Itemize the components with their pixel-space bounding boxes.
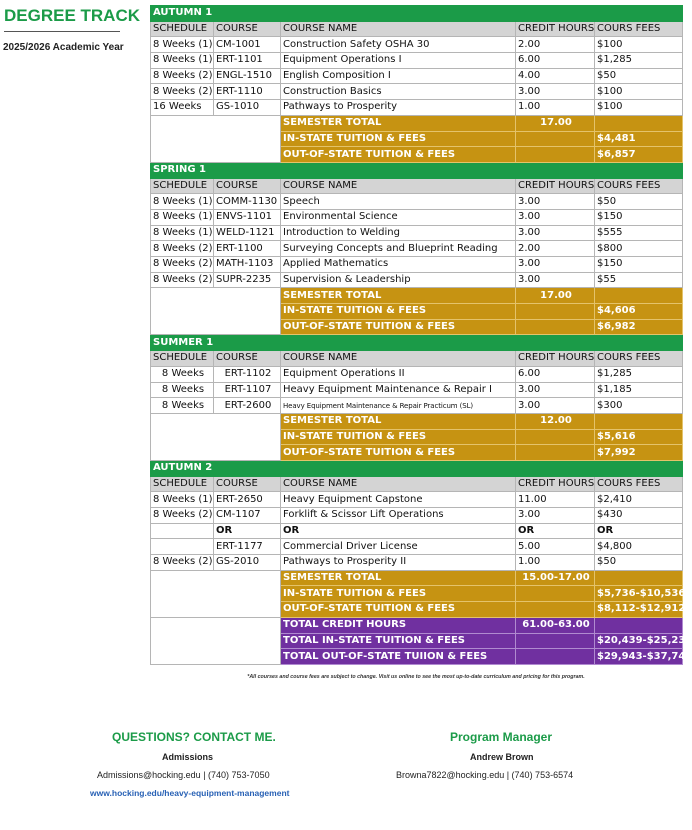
course-name: Forklift & Scissor Lift Operations xyxy=(281,508,516,524)
out-of-state-label: OUT-OF-STATE TUITION & FEES xyxy=(281,319,516,335)
course-name: Commercial Driver License xyxy=(281,539,516,555)
course-name: OR xyxy=(281,523,516,539)
course-code: CM-1107 xyxy=(214,508,281,524)
course-row xyxy=(151,539,683,555)
out-of-state-label: OUT-OF-STATE TUITION & FEES xyxy=(281,602,516,618)
in-state-label: IN-STATE TUITION & FEES xyxy=(281,131,516,147)
course-schedule: 8 Weeks (1) xyxy=(151,209,214,225)
course-schedule: 8 Weeks (1) xyxy=(151,194,214,210)
course-code: GS-1010 xyxy=(214,100,281,116)
course-row xyxy=(151,194,683,210)
course-name-column-header: COURSE NAME xyxy=(281,476,516,492)
course-row xyxy=(151,257,683,273)
in-state-value: $4,481 xyxy=(595,131,683,147)
manager-contact-line: Browna7822@hocking.edu | (740) 753-6574 xyxy=(396,770,574,780)
summary-spacer xyxy=(151,413,281,460)
schedule-column-header: SCHEDULE xyxy=(151,178,214,194)
course-fees: $100 xyxy=(595,84,683,100)
course-fees: $1,285 xyxy=(595,366,683,382)
course-credit-hours: 11.00 xyxy=(516,492,595,508)
course-row xyxy=(151,492,683,508)
out-of-state-value: $7,992 xyxy=(595,445,683,461)
term-title: AUTUMN 1 xyxy=(151,6,683,22)
semester-total-label: SEMESTER TOTAL xyxy=(281,288,516,304)
disclaimer-note: *All courses and course fees are subject to change. Visit us online to see the most up-to-date curriculum and pricing for this program. xyxy=(247,674,585,680)
total-credit-hours-label: TOTAL CREDIT HOURS xyxy=(281,617,516,633)
course-code: ENVS-1101 xyxy=(214,209,281,225)
column-header-row xyxy=(151,21,683,37)
course-credit-hours: 3.00 xyxy=(516,272,595,288)
course-schedule: 8 Weeks (2) xyxy=(151,84,214,100)
course-credit-hours: 3.00 xyxy=(516,508,595,524)
course-row xyxy=(151,382,683,398)
course-fees: $100 xyxy=(595,100,683,116)
course-credit-hours: 2.00 xyxy=(516,37,595,53)
course-name-column-header: COURSE NAME xyxy=(281,178,516,194)
summary-spacer xyxy=(151,570,281,617)
course-name: Construction Safety OSHA 30 xyxy=(281,37,516,53)
out-of-state-value: $8,112-$12,912 xyxy=(595,602,683,618)
course-schedule: 8 Weeks (2) xyxy=(151,68,214,84)
course-code: ERT-1177 xyxy=(214,539,281,555)
course-name: Heavy Equipment Maintenance & Repair Practicum (SL) xyxy=(281,398,516,414)
course-fees: OR xyxy=(595,523,683,539)
course-column-header: COURSE xyxy=(214,476,281,492)
contact-department: Admissions xyxy=(162,752,214,762)
semester-total-credits: 12.00 xyxy=(516,413,595,429)
course-code: ERT-1107 xyxy=(214,382,281,398)
course-row xyxy=(151,241,683,257)
course-code: GS-2010 xyxy=(214,555,281,571)
course-fees: $2,410 xyxy=(595,492,683,508)
course-name: Pathways to Prosperity II xyxy=(281,555,516,571)
course-name: Construction Basics xyxy=(281,84,516,100)
course-credit-hours: 6.00 xyxy=(516,53,595,69)
course-credit-hours: 3.00 xyxy=(516,209,595,225)
course-code: COMM-1130 xyxy=(214,194,281,210)
term-header-row xyxy=(151,335,683,351)
course-credit-hours: 3.00 xyxy=(516,398,595,414)
course-row xyxy=(151,37,683,53)
credit-hours-column-header: CREDIT HOURS xyxy=(516,178,595,194)
course-fees: $1,285 xyxy=(595,53,683,69)
in-state-spacer xyxy=(516,429,595,445)
course-schedule: 8 Weeks (2) xyxy=(151,272,214,288)
semester-total-credits: 15.00-17.00 xyxy=(516,570,595,586)
out-of-state-value: $6,982 xyxy=(595,319,683,335)
semester-total-credits: 17.00 xyxy=(516,288,595,304)
course-row xyxy=(151,68,683,84)
course-code: ERT-2650 xyxy=(214,492,281,508)
grand-total-spacer xyxy=(151,617,281,664)
semester-total-row xyxy=(151,413,683,429)
semester-total-label: SEMESTER TOTAL xyxy=(281,413,516,429)
in-state-value: $5,736-$10,536 xyxy=(595,586,683,602)
course-schedule: 8 Weeks (1) xyxy=(151,225,214,241)
course-fees: $150 xyxy=(595,209,683,225)
in-state-spacer xyxy=(516,586,595,602)
course-name: Equipment Operations II xyxy=(281,366,516,382)
course-fees: $300 xyxy=(595,398,683,414)
summary-spacer xyxy=(151,115,281,162)
in-state-spacer xyxy=(516,131,595,147)
credit-hours-column-header: CREDIT HOURS xyxy=(516,21,595,37)
course-code: MATH-1103 xyxy=(214,257,281,273)
course-row xyxy=(151,225,683,241)
course-row xyxy=(151,523,683,539)
course-code: CM-1001 xyxy=(214,37,281,53)
course-fees: $55 xyxy=(595,272,683,288)
course-schedule: 8 Weeks xyxy=(151,398,214,414)
course-row xyxy=(151,100,683,116)
total-out-of-state-label: TOTAL OUT-OF-STATE TUIION & FEES xyxy=(281,649,516,665)
course-name: Pathways to Prosperity xyxy=(281,100,516,116)
course-name: Supervision & Leadership xyxy=(281,272,516,288)
semester-total-label: SEMESTER TOTAL xyxy=(281,570,516,586)
course-schedule: 8 Weeks xyxy=(151,382,214,398)
course-credit-hours: 1.00 xyxy=(516,555,595,571)
in-state-value: $4,606 xyxy=(595,304,683,320)
semester-total-fees xyxy=(595,413,683,429)
course-fees: $50 xyxy=(595,194,683,210)
course-schedule: 8 Weeks (1) xyxy=(151,492,214,508)
course-name: Equipment Operations I xyxy=(281,53,516,69)
total-credit-hours-value: 61.00-63.00 xyxy=(516,617,595,633)
total-out-of-state-value: $29,943-$37,743 xyxy=(595,649,683,665)
contact-admissions-line: Admissions@hocking.edu | (740) 753-7050 xyxy=(97,770,270,780)
course-fees: $4,800 xyxy=(595,539,683,555)
credit-hours-column-header: CREDIT HOURS xyxy=(516,476,595,492)
in-state-label: IN-STATE TUITION & FEES xyxy=(281,429,516,445)
program-website-link[interactable]: www.hocking.edu/heavy-equipment-management xyxy=(90,788,290,798)
course-schedule: 8 Weeks (2) xyxy=(151,257,214,273)
total-out-of-state-spacer xyxy=(516,649,595,665)
course-schedule xyxy=(151,539,214,555)
course-credit-hours: 2.00 xyxy=(516,241,595,257)
total-in-state-label: TOTAL IN-STATE TUITION & FEES xyxy=(281,633,516,649)
course-schedule xyxy=(151,523,214,539)
course-row xyxy=(151,209,683,225)
course-credit-hours: 3.00 xyxy=(516,382,595,398)
course-name: Heavy Equipment Capstone xyxy=(281,492,516,508)
out-of-state-spacer xyxy=(516,445,595,461)
total-in-state-spacer xyxy=(516,633,595,649)
manager-name: Andrew Brown xyxy=(470,752,534,762)
course-column-header: COURSE xyxy=(214,21,281,37)
course-credit-hours: 4.00 xyxy=(516,68,595,84)
credit-hours-column-header: CREDIT HOURS xyxy=(516,351,595,367)
out-of-state-spacer xyxy=(516,602,595,618)
course-row xyxy=(151,84,683,100)
term-title: AUTUMN 2 xyxy=(151,460,683,476)
term-header-row xyxy=(151,6,683,22)
course-credit-hours: 3.00 xyxy=(516,257,595,273)
semester-total-fees xyxy=(595,288,683,304)
total-credit-hours-fees xyxy=(595,617,683,633)
in-state-label: IN-STATE TUITION & FEES xyxy=(281,304,516,320)
semester-total-fees xyxy=(595,115,683,131)
course-schedule: 8 Weeks xyxy=(151,366,214,382)
course-credit-hours: 3.00 xyxy=(516,194,595,210)
course-fees: $50 xyxy=(595,555,683,571)
course-credit-hours: OR xyxy=(516,523,595,539)
semester-total-label: SEMESTER TOTAL xyxy=(281,115,516,131)
course-fees: $555 xyxy=(595,225,683,241)
course-schedule: 8 Weeks (2) xyxy=(151,555,214,571)
course-row xyxy=(151,398,683,414)
degree-track-table xyxy=(150,5,692,665)
course-fees-column-header: COURS FEES xyxy=(595,476,683,492)
course-credit-hours: 6.00 xyxy=(516,366,595,382)
out-of-state-label: OUT-OF-STATE TUITION & FEES xyxy=(281,445,516,461)
course-code: ERT-1101 xyxy=(214,53,281,69)
course-fees: $1,185 xyxy=(595,382,683,398)
course-schedule: 16 Weeks xyxy=(151,100,214,116)
semester-total-row xyxy=(151,288,683,304)
semester-total-fees xyxy=(595,570,683,586)
manager-heading: Program Manager xyxy=(450,730,553,744)
course-name: Applied Mathematics xyxy=(281,257,516,273)
summary-spacer xyxy=(151,288,281,335)
column-header-row xyxy=(151,351,683,367)
course-schedule: 8 Weeks (1) xyxy=(151,37,214,53)
course-fees-column-header: COURS FEES xyxy=(595,351,683,367)
course-fees-column-header: COURS FEES xyxy=(595,178,683,194)
course-code: ERT-1110 xyxy=(214,84,281,100)
course-credit-hours: 5.00 xyxy=(516,539,595,555)
course-credit-hours: 3.00 xyxy=(516,225,595,241)
in-state-spacer xyxy=(516,304,595,320)
course-column-header: COURSE xyxy=(214,351,281,367)
course-row xyxy=(151,272,683,288)
course-row xyxy=(151,53,683,69)
academic-year: 2025/2026 Academic Year xyxy=(3,42,124,53)
course-code: ERT-1102 xyxy=(214,366,281,382)
out-of-state-spacer xyxy=(516,147,595,163)
course-credit-hours: 1.00 xyxy=(516,100,595,116)
course-fees: $50 xyxy=(595,68,683,84)
course-schedule: 8 Weeks (2) xyxy=(151,241,214,257)
course-code: ERT-2600 xyxy=(214,398,281,414)
semester-total-row xyxy=(151,115,683,131)
grand-credit-row xyxy=(151,617,683,633)
course-fees: $430 xyxy=(595,508,683,524)
course-schedule: 8 Weeks (1) xyxy=(151,53,214,69)
schedule-column-header: SCHEDULE xyxy=(151,21,214,37)
page-title: DEGREE TRACK xyxy=(4,6,141,25)
course-row xyxy=(151,508,683,524)
course-code: ERT-1100 xyxy=(214,241,281,257)
course-credit-hours: 3.00 xyxy=(516,84,595,100)
term-header-row xyxy=(151,460,683,476)
column-header-row xyxy=(151,178,683,194)
schedule-column-header: SCHEDULE xyxy=(151,351,214,367)
course-name: Environmental Science xyxy=(281,209,516,225)
course-fees-column-header: COURS FEES xyxy=(595,21,683,37)
term-title: SUMMER 1 xyxy=(151,335,683,351)
term-header-row xyxy=(151,162,683,178)
total-in-state-value: $20,439-$25,239 xyxy=(595,633,683,649)
semester-total-row xyxy=(151,570,683,586)
out-of-state-label: OUT-OF-STATE TUITION & FEES xyxy=(281,147,516,163)
in-state-label: IN-STATE TUITION & FEES xyxy=(281,586,516,602)
contact-heading: QUESTIONS? CONTACT ME. xyxy=(112,730,276,744)
course-name: Speech xyxy=(281,194,516,210)
course-fees: $100 xyxy=(595,37,683,53)
course-fees: $150 xyxy=(595,257,683,273)
course-name-column-header: COURSE NAME xyxy=(281,21,516,37)
course-code: OR xyxy=(214,523,281,539)
course-fees: $800 xyxy=(595,241,683,257)
column-header-row xyxy=(151,476,683,492)
title-divider xyxy=(4,31,120,32)
out-of-state-value: $6,857 xyxy=(595,147,683,163)
in-state-value: $5,616 xyxy=(595,429,683,445)
semester-total-credits: 17.00 xyxy=(516,115,595,131)
course-name: Surveying Concepts and Blueprint Reading xyxy=(281,241,516,257)
term-title: SPRING 1 xyxy=(151,162,683,178)
out-of-state-spacer xyxy=(516,319,595,335)
course-row xyxy=(151,555,683,571)
course-name-column-header: COURSE NAME xyxy=(281,351,516,367)
course-code: ENGL-1510 xyxy=(214,68,281,84)
schedule-column-header: SCHEDULE xyxy=(151,476,214,492)
course-column-header: COURSE xyxy=(214,178,281,194)
course-row xyxy=(151,366,683,382)
course-name: Heavy Equipment Maintenance & Repair I xyxy=(281,382,516,398)
course-name: English Composition I xyxy=(281,68,516,84)
course-code: WELD-1121 xyxy=(214,225,281,241)
course-name: Introduction to Welding xyxy=(281,225,516,241)
course-code: SUPR-2235 xyxy=(214,272,281,288)
course-schedule: 8 Weeks (2) xyxy=(151,508,214,524)
